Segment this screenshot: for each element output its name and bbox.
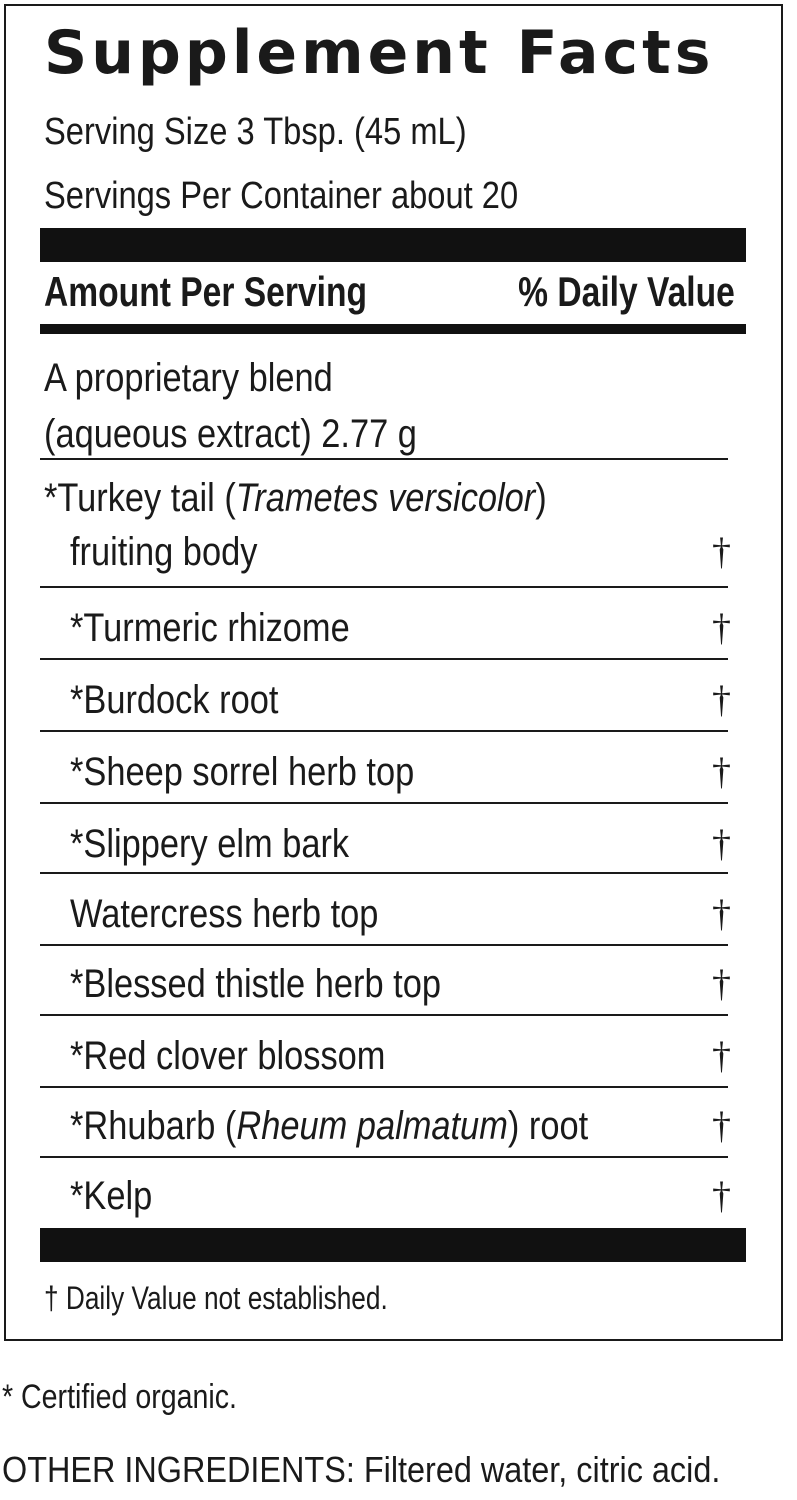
- daily-value-dagger: †: [712, 893, 731, 935]
- row-divider: [40, 658, 728, 660]
- supplement-facts-panel: [4, 4, 783, 1341]
- row-divider: [40, 1086, 728, 1088]
- certified-organic-note: * Certified organic.: [2, 1378, 237, 1416]
- ingredient-name: [44, 472, 547, 524]
- medium-divider: [40, 324, 746, 334]
- row-divider: [40, 730, 728, 732]
- ingredient-name-text: *Blessed thistle herb top: [70, 962, 441, 1006]
- row-divider: [40, 872, 728, 874]
- blend-divider: [40, 458, 728, 460]
- other-ingredients: OTHER INGREDIENTS: Filtered water, citric acid.: [2, 1449, 721, 1490]
- daily-value-dagger: †: [712, 751, 731, 793]
- ingredient-name-text: *Slippery elm bark: [70, 822, 350, 866]
- ingredient-name-text: *Kelp: [70, 1174, 153, 1218]
- row-divider: [40, 802, 728, 804]
- header-daily-value: % Daily Value: [518, 268, 735, 315]
- ingredient-name-text: *Turmeric rhizome: [70, 606, 350, 650]
- daily-value-dagger: †: [712, 607, 731, 649]
- daily-value-dagger: †: [712, 823, 731, 865]
- ingredient-name: [70, 1100, 588, 1152]
- daily-value-footnote: † Daily Value not established.: [44, 1280, 388, 1316]
- ingredient-name: [70, 818, 349, 870]
- ingredient-name-text: *Turkey tail (: [44, 476, 236, 520]
- ingredient-name-text: *Sheep sorrel herb top: [70, 750, 415, 794]
- row-divider: [40, 1014, 728, 1016]
- ingredient-name-line2: fruiting body: [70, 530, 258, 574]
- panel-title: Supplement Facts: [44, 18, 715, 88]
- row-divider: [40, 1156, 728, 1158]
- daily-value-dagger: †: [712, 963, 731, 1005]
- ingredient-latin-name: Rheum palmatum: [236, 1104, 508, 1148]
- ingredient-name: [70, 602, 350, 654]
- ingredient-name-text: *Rhubarb (: [70, 1104, 237, 1148]
- ingredient-name: [70, 888, 378, 940]
- daily-value-dagger: †: [712, 531, 731, 573]
- proprietary-blend: [44, 350, 417, 462]
- daily-value-dagger: †: [712, 1035, 731, 1077]
- blend-line-1: A proprietary blend: [44, 356, 333, 400]
- ingredient-name: [70, 1170, 152, 1222]
- ingredient-latin-name: Trametes versicolor: [235, 476, 536, 520]
- ingredient-name-text: Watercress herb top: [70, 892, 379, 936]
- ingredient-name: [70, 958, 441, 1010]
- thick-divider-top: [40, 228, 746, 262]
- ingredient-name-text: *Burdock root: [70, 678, 279, 722]
- servings-per-container: Servings Per Container about 20: [44, 175, 519, 217]
- ingredient-name: [70, 746, 414, 798]
- header-amount-per-serving: Amount Per Serving: [44, 268, 367, 315]
- daily-value-dagger: †: [712, 679, 731, 721]
- blend-line-2: (aqueous extract) 2.77 g: [44, 412, 417, 456]
- serving-size: Serving Size 3 Tbsp. (45 mL): [44, 111, 467, 153]
- daily-value-dagger: †: [712, 1175, 731, 1217]
- ingredient-name-suffix: ) root: [507, 1104, 589, 1148]
- ingredient-name-suffix: ): [535, 476, 547, 520]
- ingredient-name-text: *Red clover blossom: [70, 1034, 386, 1078]
- ingredient-name: [70, 674, 278, 726]
- thick-divider-bottom: [40, 1228, 746, 1262]
- row-divider: [40, 586, 728, 588]
- ingredient-name: [70, 1030, 385, 1082]
- row-divider: [40, 944, 728, 946]
- daily-value-dagger: †: [712, 1105, 731, 1147]
